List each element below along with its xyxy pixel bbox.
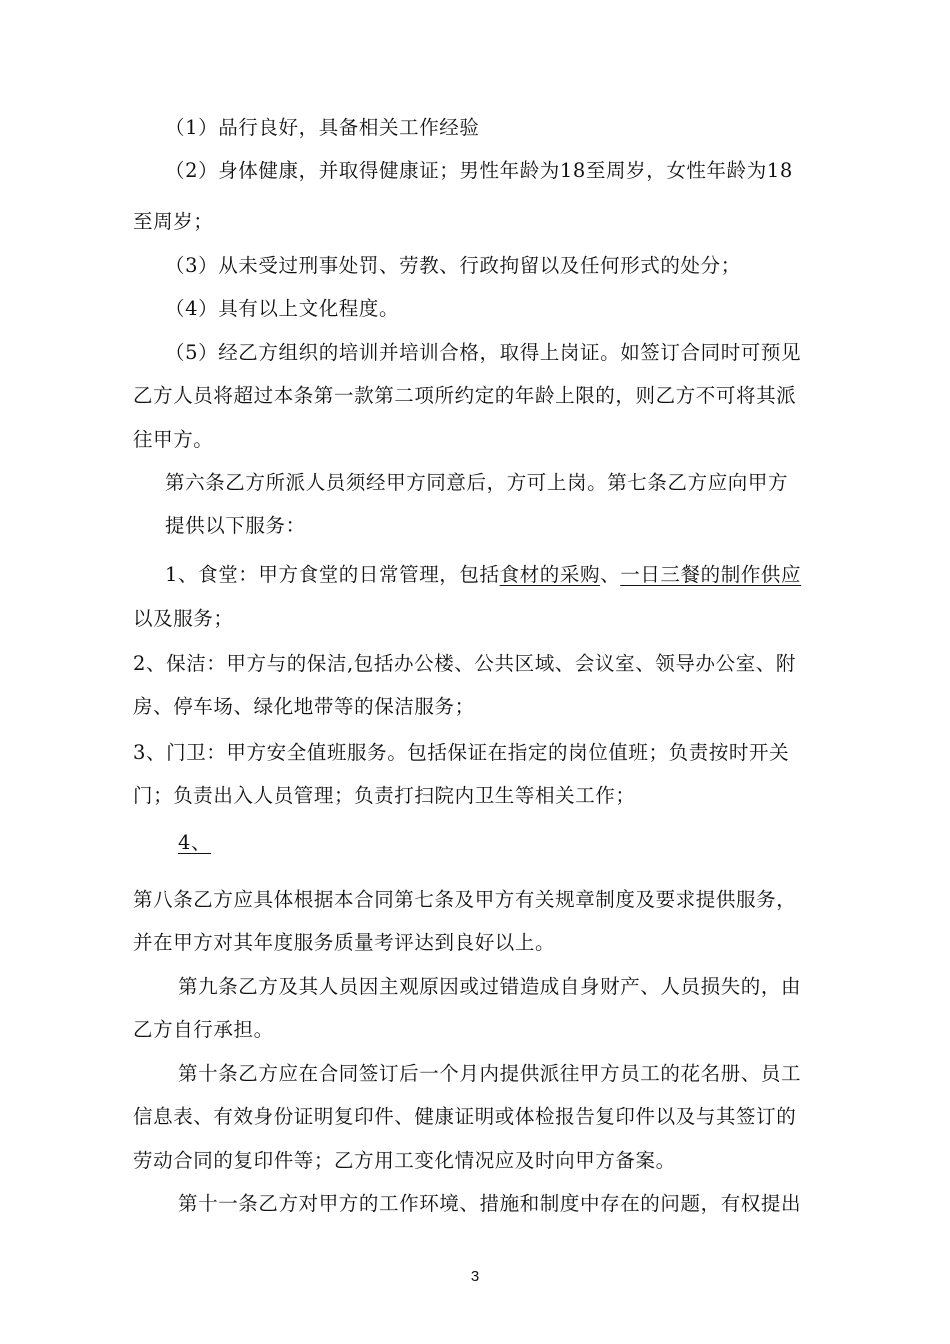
text-line: 乙方人员将超过本条第一款第二项所约定的年龄上限的，则乙方不可将其派 (133, 384, 797, 407)
text-line: 3、门卫：甲方安全值班服务。包括保证在指定的岗位值班；负责按时开关 (133, 741, 790, 764)
text-line: 第八条乙方应具体根据本合同第七条及甲方有关规章制度及要求提供服务， (133, 888, 797, 911)
text-line: 以及服务； (133, 607, 234, 630)
text-line: 往甲方。 (133, 428, 214, 451)
text-line: （4）具有以上文化程度。 (165, 297, 400, 320)
text-span: 1、食堂：甲方食堂的日常管理，包括 (165, 563, 500, 586)
underlined-text: 一日三餐的制作供应 (620, 563, 802, 586)
text-line: 门；负责出入人员管理；负责打扫院内卫生等相关工作； (133, 784, 636, 807)
text-line (165, 562, 801, 588)
underlined-text: 4、 (178, 831, 212, 854)
text-line: 2、保洁：甲方与的保洁,包括办公楼、公共区域、会议室、领导办公室、附 (133, 652, 797, 675)
text-line: （1）品行良好，具备相关工作经验 (165, 116, 480, 139)
text-span: 、 (600, 563, 621, 586)
text-line: （3）从未受过刑事处罚、劳教、行政拘留以及任何形式的处分； (165, 254, 741, 277)
text-line: 第九条乙方及其人员因主观原因或过错造成自身财产、人员损失的，由 (178, 975, 802, 998)
page-number: 3 (470, 1268, 480, 1285)
text-line: 并在甲方对其年度服务质量考评达到良好以上。 (133, 931, 556, 954)
text-line: 乙方自行承担。 (133, 1018, 274, 1041)
text-line: （2）身体健康，并取得健康证；男性年龄为18至周岁，女性年龄为18 (165, 159, 793, 182)
text-line: 提供以下服务： (165, 514, 306, 537)
text-line: （5）经乙方组织的培训并培训合格，取得上岗证。如签订合同时可预见 (165, 341, 802, 364)
text-line: 第十一条乙方对甲方的工作环境、措施和制度中存在的问题，有权提出 (178, 1192, 802, 1215)
text-line: 第十条乙方应在合同签订后一个月内提供派往甲方员工的花名册、员工 (178, 1062, 802, 1085)
text-line: 房、停车场、绿化地带等的保洁服务； (133, 695, 475, 718)
text-line: 第六条乙方所派人员须经甲方同意后，方可上岗。第七条乙方应向甲方 (165, 471, 789, 494)
text-line: 信息表、有效身份证明复印件、健康证明或体检报告复印件以及与其签订的 (133, 1105, 797, 1128)
underlined-text: 食材的采购 (499, 563, 601, 586)
text-line: 劳动合同的复印件等；乙方用工变化情况应及时向甲方备案。 (133, 1149, 676, 1172)
text-line: 至周岁； (133, 210, 214, 233)
